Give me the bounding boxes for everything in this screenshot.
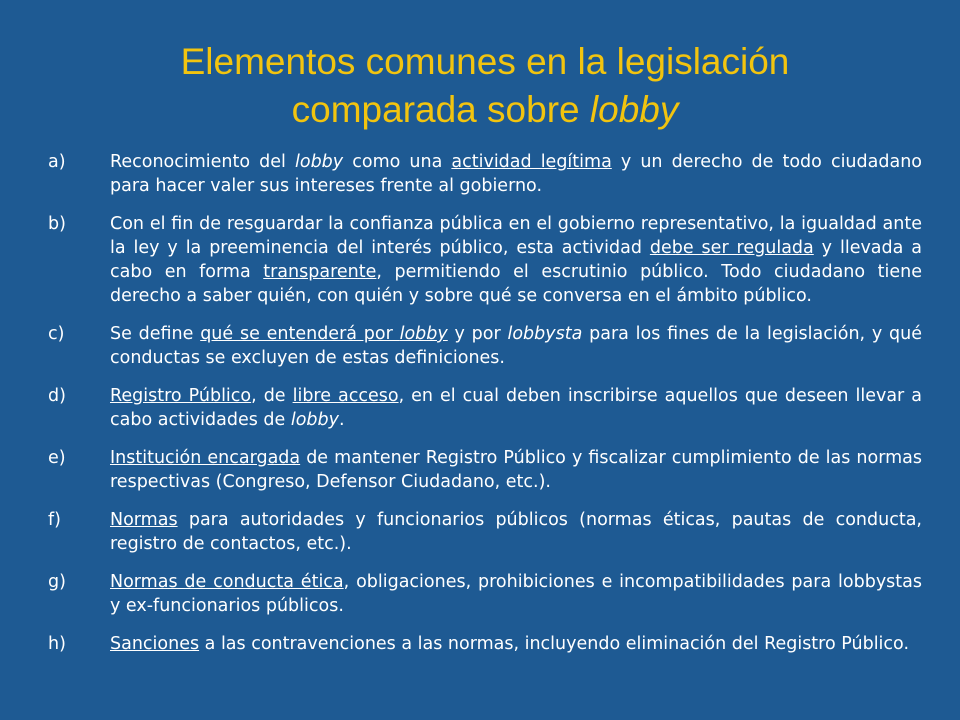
text-segment: para autoridades y funcionarios públicos (normas éticas, pautas de conducta, registro de contactos, etc.). xyxy=(110,510,922,554)
list-item-text xyxy=(110,570,922,618)
text-segment: como una xyxy=(343,152,452,172)
list-item xyxy=(48,632,922,656)
list-item-marker: h) xyxy=(48,634,66,654)
text-segment: Con el fin de resguardar la confianza pública en el gobierno representativo, la igualdad ante la ley y la preeminencia del interés público, esta actividad xyxy=(110,214,922,258)
list-item xyxy=(48,384,922,432)
list-item xyxy=(48,508,922,556)
text-segment: , obligaciones, prohibiciones e incompatibilidades para lobbystas y ex-funcionarios públicos. xyxy=(110,572,922,616)
text-segment: y llevada a cabo en forma xyxy=(110,238,923,282)
underlined-term: Institución encargada xyxy=(110,448,301,468)
underlined-term: Normas de conducta ética xyxy=(110,572,344,592)
list-item xyxy=(48,570,922,618)
list-item-marker: g) xyxy=(48,572,66,592)
text-segment: para los fines de la legislación, y qué conductas se excluyen de estas definiciones. xyxy=(110,324,922,368)
text-segment: Se define xyxy=(110,324,201,344)
slide-title xyxy=(48,0,922,138)
underlined-term: debe ser regulada xyxy=(649,238,814,258)
text-segment: y por xyxy=(447,324,508,344)
list-item xyxy=(48,446,922,494)
text-segment: , en el cual deben inscribirse aquellos que deseen llevar a cabo actividades de xyxy=(110,386,922,430)
list-item-marker: c) xyxy=(48,324,65,344)
list-item-text xyxy=(110,632,922,656)
underlined-term: Normas xyxy=(110,510,178,530)
underlined-term: Registro Público xyxy=(110,386,252,406)
underlined-term: qué se entenderá por xyxy=(200,324,400,344)
list-item-text xyxy=(110,322,922,370)
title-lobby-word: lobby xyxy=(589,89,679,130)
title-line-1: Elementos comunes en la legislación xyxy=(180,41,790,82)
underlined-term: actividad legítima xyxy=(451,152,612,172)
text-segment: a las contravenciones a las normas, incluyendo eliminación del Registro Público. xyxy=(199,634,910,654)
underlined-term: Sanciones xyxy=(110,634,200,654)
title-line-2-text: comparada sobre xyxy=(291,89,590,130)
title-line-2 xyxy=(292,89,679,130)
list-item-text xyxy=(110,446,922,494)
text-segment: , permitiendo el escrutinio público. Todo ciudadano tiene derecho a saber quién, con quién y sobre qué se conversa en el ámbito público. xyxy=(110,262,922,306)
list-item-marker: e) xyxy=(48,448,66,468)
list-item xyxy=(48,322,922,370)
list-item-text xyxy=(110,508,922,556)
list-item-text xyxy=(110,212,922,308)
list-item xyxy=(48,150,922,198)
italic-term: lobbysta xyxy=(507,324,583,344)
list-item-marker: f) xyxy=(48,510,61,530)
list-item-marker: b) xyxy=(48,214,66,234)
underlined-term: libre acceso xyxy=(292,386,399,406)
text-segment: . xyxy=(339,410,345,430)
text-segment: , de xyxy=(251,386,293,406)
italic-term: lobby xyxy=(290,410,339,430)
text-segment: de mantener Registro Público y fiscalizar cumplimiento de las normas respectivas (Congreso, Defensor Ciudadano, etc.). xyxy=(110,448,922,492)
list-item-text xyxy=(110,150,922,198)
list-item-text xyxy=(110,384,922,432)
underlined-term: transparente xyxy=(263,262,377,282)
italic-term: lobby xyxy=(295,152,344,172)
elements-list xyxy=(48,150,922,656)
text-segment: Reconocimiento del xyxy=(110,152,295,172)
list-item-marker: a) xyxy=(48,152,66,172)
list-item xyxy=(48,212,922,308)
underlined-term: lobby xyxy=(399,324,448,344)
list-item-marker: d) xyxy=(48,386,66,406)
text-segment: y un derecho de todo ciudadano para hacer valer sus intereses frente al gobierno. xyxy=(110,152,922,196)
